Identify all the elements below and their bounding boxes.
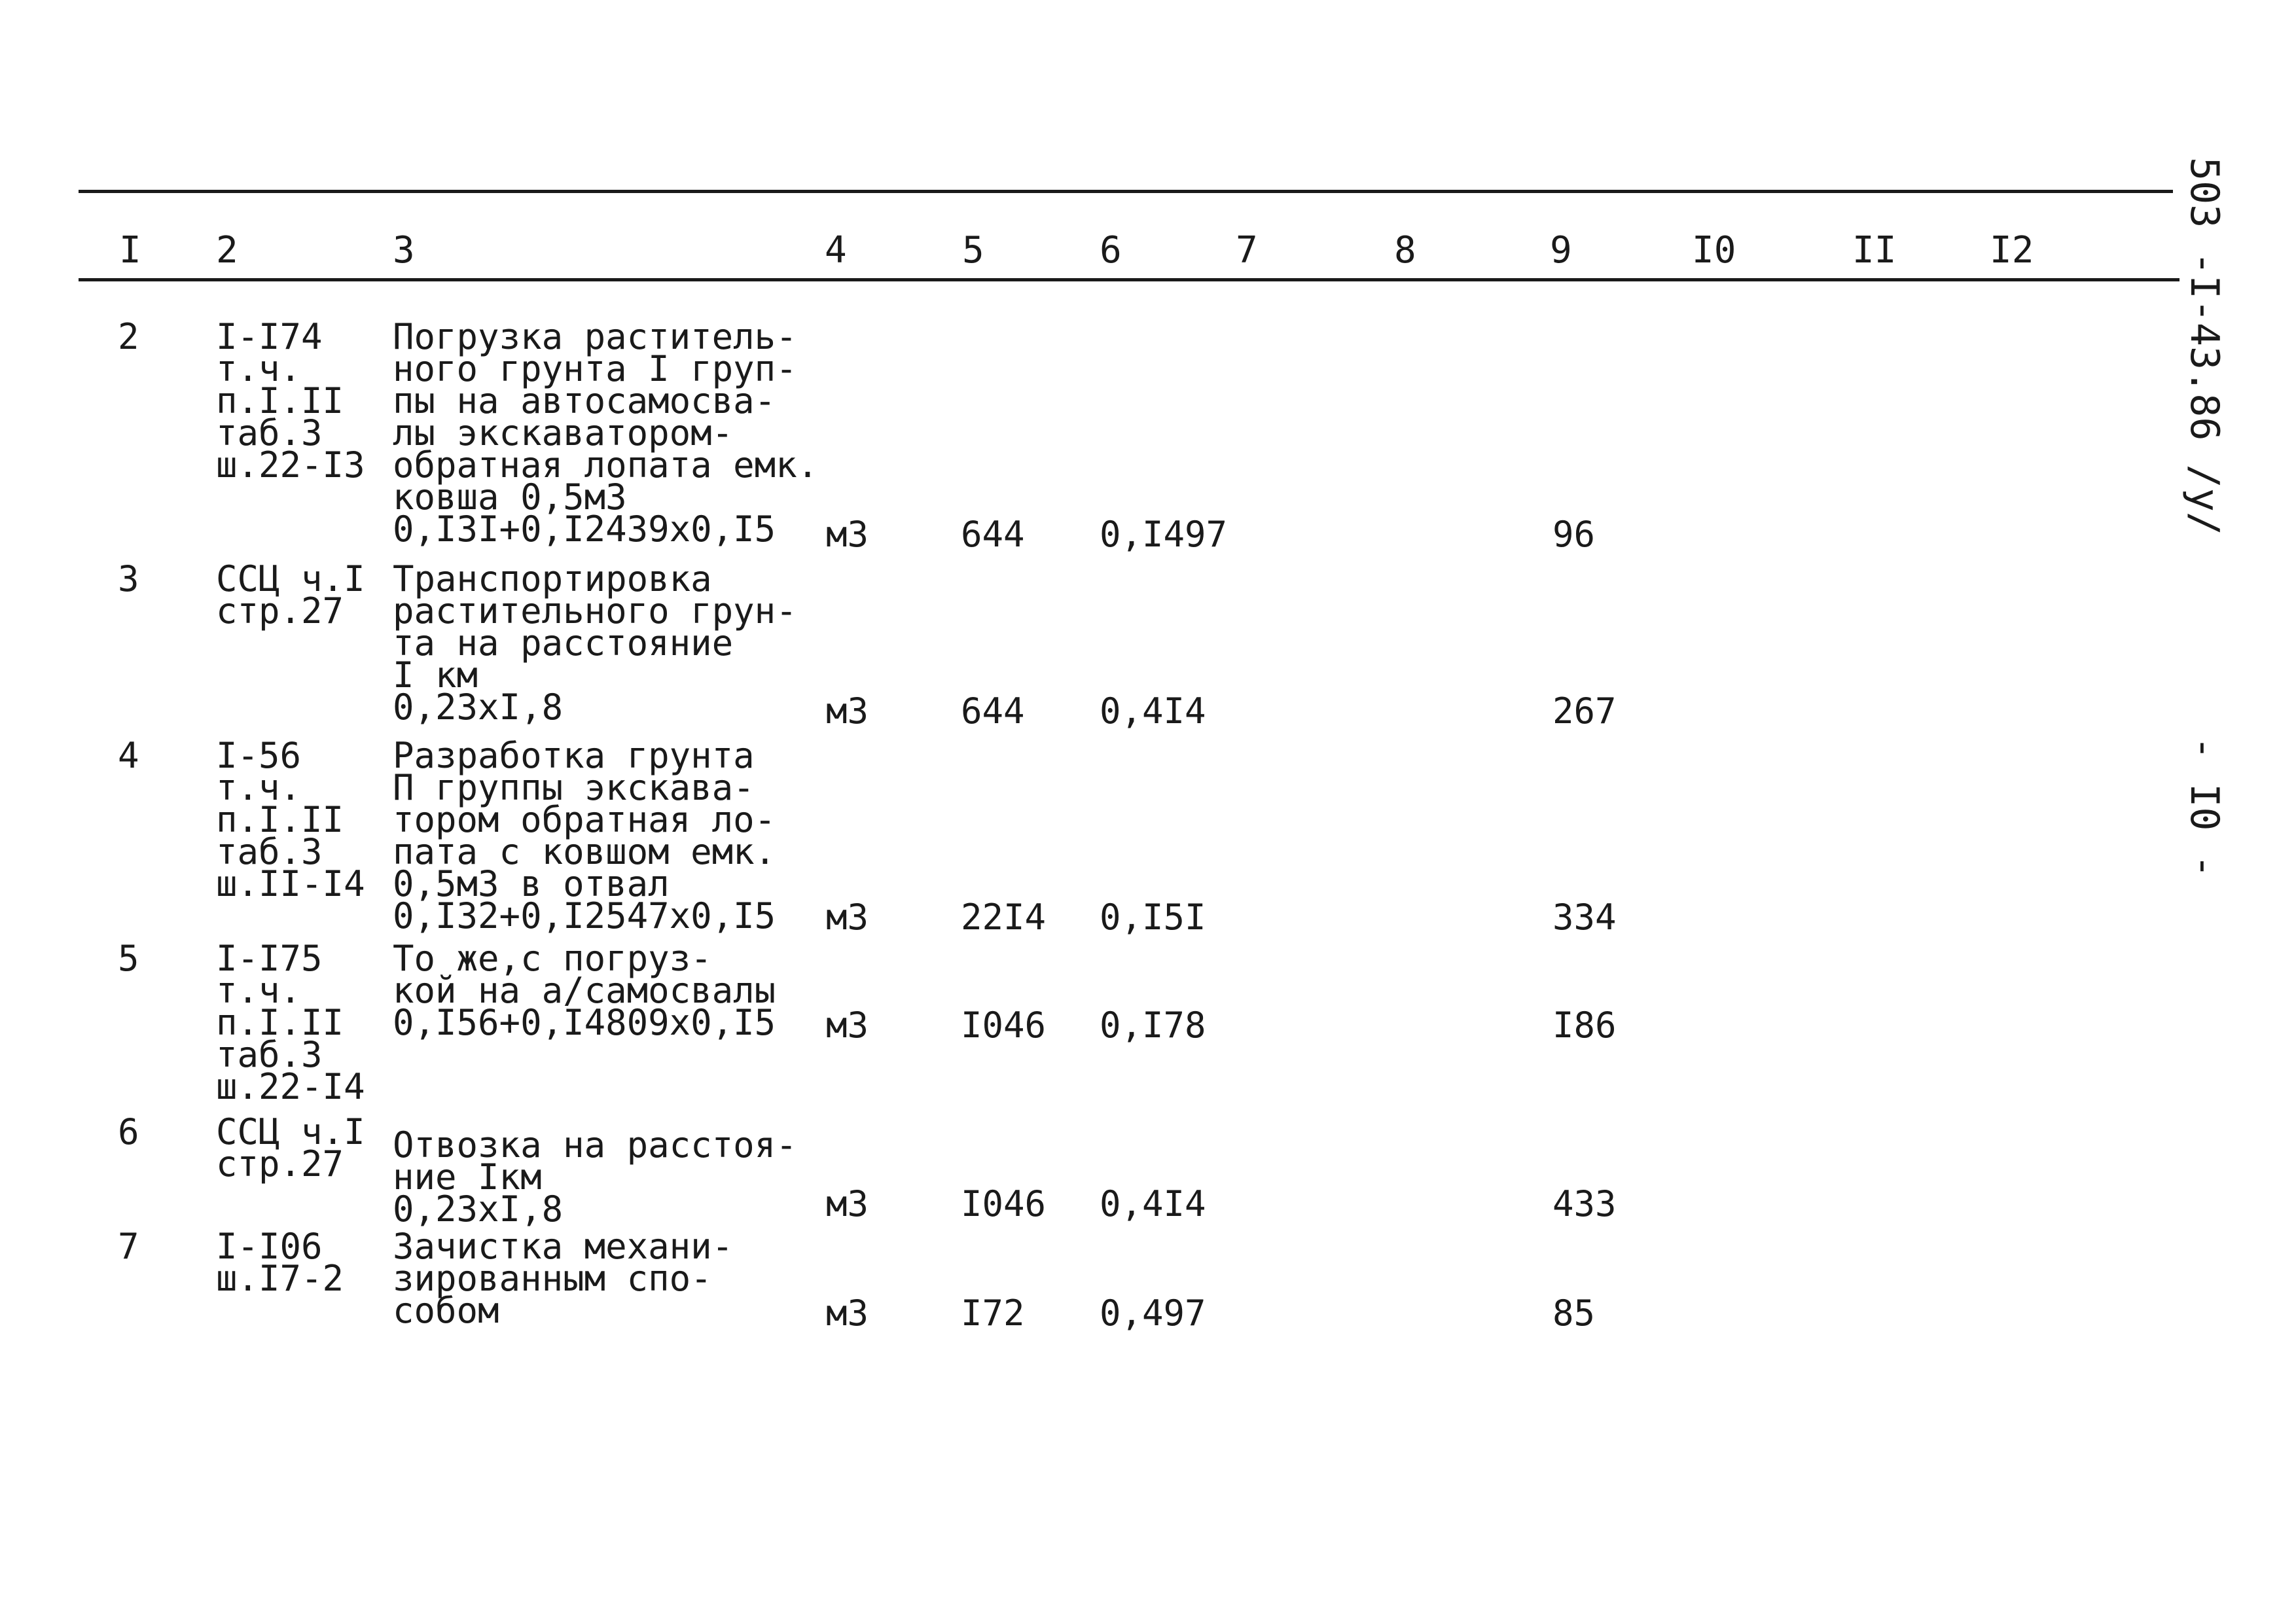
row-rate: 0,497 [1100, 1293, 1206, 1334]
row-unit: м3 [826, 514, 869, 555]
row-number: 2 [118, 316, 139, 357]
row-quantity: I046 [961, 1183, 1047, 1224]
column-header-4: 4 [825, 229, 847, 272]
row-description: То же,с погруз- кой на а/самосвалы 0,I56+0,I4809x0,I5 [393, 938, 776, 1043]
row-quantity: I046 [961, 1005, 1047, 1046]
row-quantity: I72 [961, 1293, 1025, 1334]
column-header-7: 7 [1236, 229, 1258, 272]
row-unit: м3 [826, 1293, 869, 1334]
row-number: 5 [118, 938, 139, 979]
row-rate: 0,I497 [1100, 514, 1228, 555]
row-number: 3 [118, 558, 139, 599]
document-code: 503 -I-43.86 /у/ [2181, 157, 2227, 535]
column-header-2: 2 [216, 229, 238, 272]
row-rate: 0,I78 [1100, 1005, 1206, 1046]
column-header-3: 3 [393, 229, 415, 272]
row-total: 85 [1552, 1293, 1596, 1334]
column-header-11: II [1852, 229, 1897, 272]
table-top-rule [79, 190, 2173, 193]
row-description: Погрузка раститель- ного грунта I груп- пы на автосамосва- лы экскаватором- обратная лопата емк. ковша 0,5м3 0,I3I+0,I2439x0,I5 [393, 316, 819, 550]
column-header-10: I0 [1692, 229, 1736, 272]
column-header-9: 9 [1550, 229, 1572, 272]
column-header-8: 8 [1394, 229, 1416, 272]
row-reference: ССЦ ч.I стр.27 [216, 1111, 365, 1185]
row-description: Транспортировка растительного грун- та на расстояние I км 0,23xI,8 [393, 558, 797, 728]
row-rate: 0,4I4 [1100, 690, 1206, 732]
row-quantity: 644 [961, 514, 1025, 555]
column-header-5: 5 [962, 229, 984, 272]
row-quantity: 644 [961, 690, 1025, 732]
row-description: Разработка грунта П группы экскава- тором обратная ло- пата с ковшом емк. 0,5м3 в отвал 0,I32+0,I2547x0,I5 [393, 735, 776, 936]
row-total: 96 [1552, 514, 1596, 555]
row-reference: ССЦ ч.I стр.27 [216, 558, 365, 632]
header-bottom-rule [79, 278, 2179, 281]
row-unit: м3 [826, 690, 869, 732]
row-reference: I-I74 т.ч. п.I.II таб.3 ш.22-I3 [216, 316, 365, 486]
row-quantity: 22I4 [961, 897, 1047, 938]
column-header-6: 6 [1100, 229, 1122, 272]
column-header-1: I [119, 229, 141, 272]
row-unit: м3 [826, 1005, 869, 1046]
row-description: Отвозка на расстоя- ние Iкм 0,23xI,8 [393, 1124, 797, 1230]
row-rate: 0,4I4 [1100, 1183, 1206, 1224]
row-unit: м3 [826, 1183, 869, 1224]
row-reference: I-I06 ш.I7-2 [216, 1226, 344, 1299]
row-total: 267 [1552, 690, 1617, 732]
row-total: I86 [1552, 1005, 1617, 1046]
row-description: Зачистка механи- зированным спо- собом [393, 1226, 734, 1331]
row-total: 433 [1552, 1183, 1617, 1224]
row-total: 334 [1552, 897, 1617, 938]
row-unit: м3 [826, 897, 869, 938]
column-header-12: I2 [1990, 229, 2034, 272]
row-number: 4 [118, 735, 139, 776]
row-number: 7 [118, 1226, 139, 1267]
row-number: 6 [118, 1111, 139, 1152]
page-number: - I0 - [2181, 736, 2227, 878]
row-rate: 0,I5I [1100, 897, 1206, 938]
row-reference: I-56 т.ч. п.I.II таб.3 ш.II-I4 [216, 735, 365, 904]
row-reference: I-I75 т.ч. п.I.II таб.3 ш.22-I4 [216, 938, 365, 1107]
